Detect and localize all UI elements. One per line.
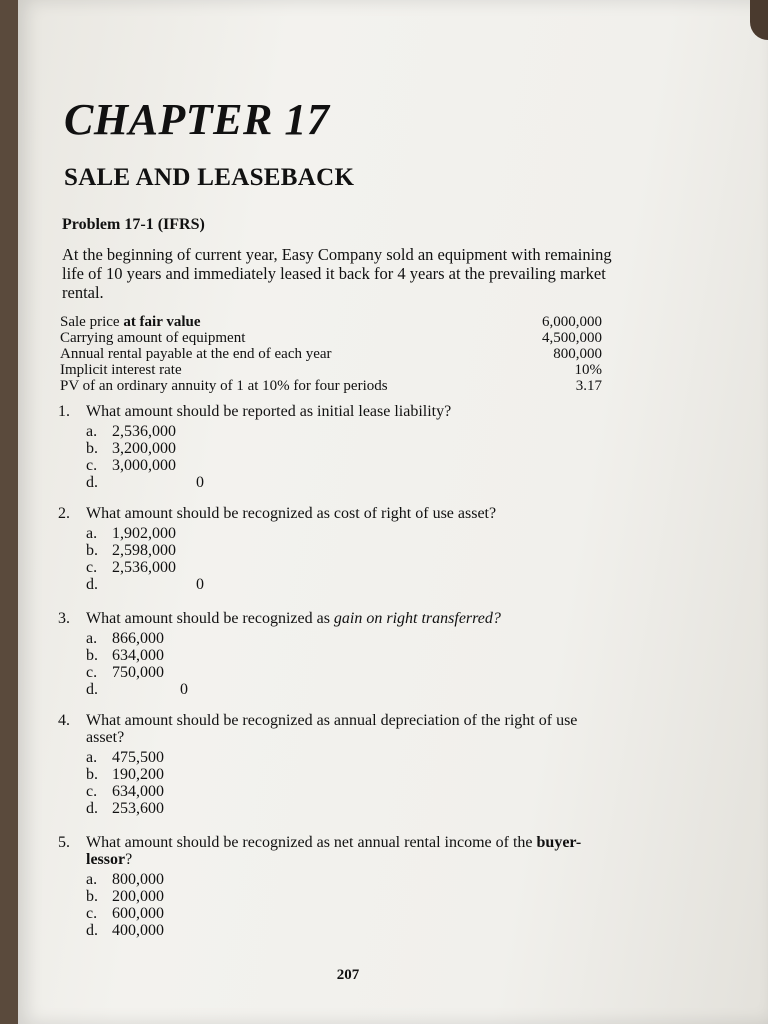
fact-label: Carrying amount of equipment: [60, 330, 246, 346]
option-b: b. 200,000: [86, 888, 164, 905]
question-5: [58, 834, 618, 939]
section-title: SALE AND LEASEBACK: [64, 164, 355, 191]
fact-label: Implicit interest rate: [60, 362, 182, 378]
question-text: What amount should be recognized as gain on right transferred?: [86, 610, 501, 627]
option-a: a. 2,536,000: [86, 423, 176, 440]
answer-options: [86, 871, 618, 939]
option-b: b. 3,200,000: [86, 440, 176, 457]
fact-label: PV of an ordinary annuity of 1 at 10% for four periods: [60, 378, 388, 394]
fact-value: 800,000: [553, 346, 602, 362]
option-d: d. 0: [86, 681, 188, 698]
question-2: [58, 505, 618, 593]
answer-options: [86, 749, 618, 817]
question-4: [58, 712, 618, 817]
chapter-title: CHAPTER 17: [64, 95, 330, 144]
option-a: a. 800,000: [86, 871, 164, 888]
option-b: b. 2,598,000: [86, 542, 176, 559]
problem-intro: At the beginning of current year, Easy Company sold an equipment with remaining life of 10 years and immediately leased it back for 4 years at the prevailing market rental.: [62, 245, 612, 302]
fact-value: 3.17: [575, 378, 602, 394]
fact-value: 4,500,000: [542, 330, 602, 346]
answer-options: [86, 525, 618, 593]
fact-value: 6,000,000: [542, 314, 602, 330]
fact-row: [60, 378, 602, 394]
option-c: c. 2,536,000: [86, 559, 176, 576]
fact-row: [60, 314, 602, 330]
question-3: [58, 610, 618, 698]
fact-value: 10%: [574, 362, 602, 378]
question-number: 5.: [58, 834, 70, 851]
problem-label: Problem 17-1 (IFRS): [62, 216, 205, 233]
book-page: [18, 0, 768, 1024]
option-b: b. 634,000: [86, 647, 164, 664]
fact-row: [60, 330, 602, 346]
given-data: [60, 314, 602, 394]
question-text: What amount should be recognized as annual depreciation of the right of use asset?: [86, 712, 578, 746]
answer-options: [86, 630, 618, 698]
answer-options: [86, 423, 618, 491]
fact-label: Annual rental payable at the end of each year: [60, 346, 332, 362]
question-text: What amount should be recognized as cost of right of use asset?: [86, 505, 497, 522]
option-c: c. 750,000: [86, 664, 164, 681]
option-b: b. 190,200: [86, 766, 164, 783]
question-text: What amount should be recognized as net annual rental income of the buyer-lessor?: [86, 834, 582, 868]
option-d: d. 253,600: [86, 800, 164, 817]
option-c: c. 3,000,000: [86, 457, 176, 474]
option-c: c. 634,000: [86, 783, 164, 800]
fact-row: [60, 362, 602, 378]
question-number: 1.: [58, 403, 70, 420]
page-number: 207: [336, 967, 360, 983]
option-d: d. 0: [86, 576, 204, 593]
option-a: a. 866,000: [86, 630, 164, 647]
option-a: a. 475,500: [86, 749, 164, 766]
question-number: 4.: [58, 712, 70, 729]
option-c: c. 600,000: [86, 905, 164, 922]
fact-row: [60, 346, 602, 362]
option-d: d. 400,000: [86, 922, 164, 939]
question-number: 3.: [58, 610, 70, 627]
question-text: What amount should be reported as initial lease liability?: [86, 403, 452, 420]
fact-label: Sale price at fair value: [60, 314, 201, 330]
question-1: [58, 403, 618, 491]
option-a: a. 1,902,000: [86, 525, 176, 542]
option-d: d. 0: [86, 474, 204, 491]
question-number: 2.: [58, 505, 70, 522]
